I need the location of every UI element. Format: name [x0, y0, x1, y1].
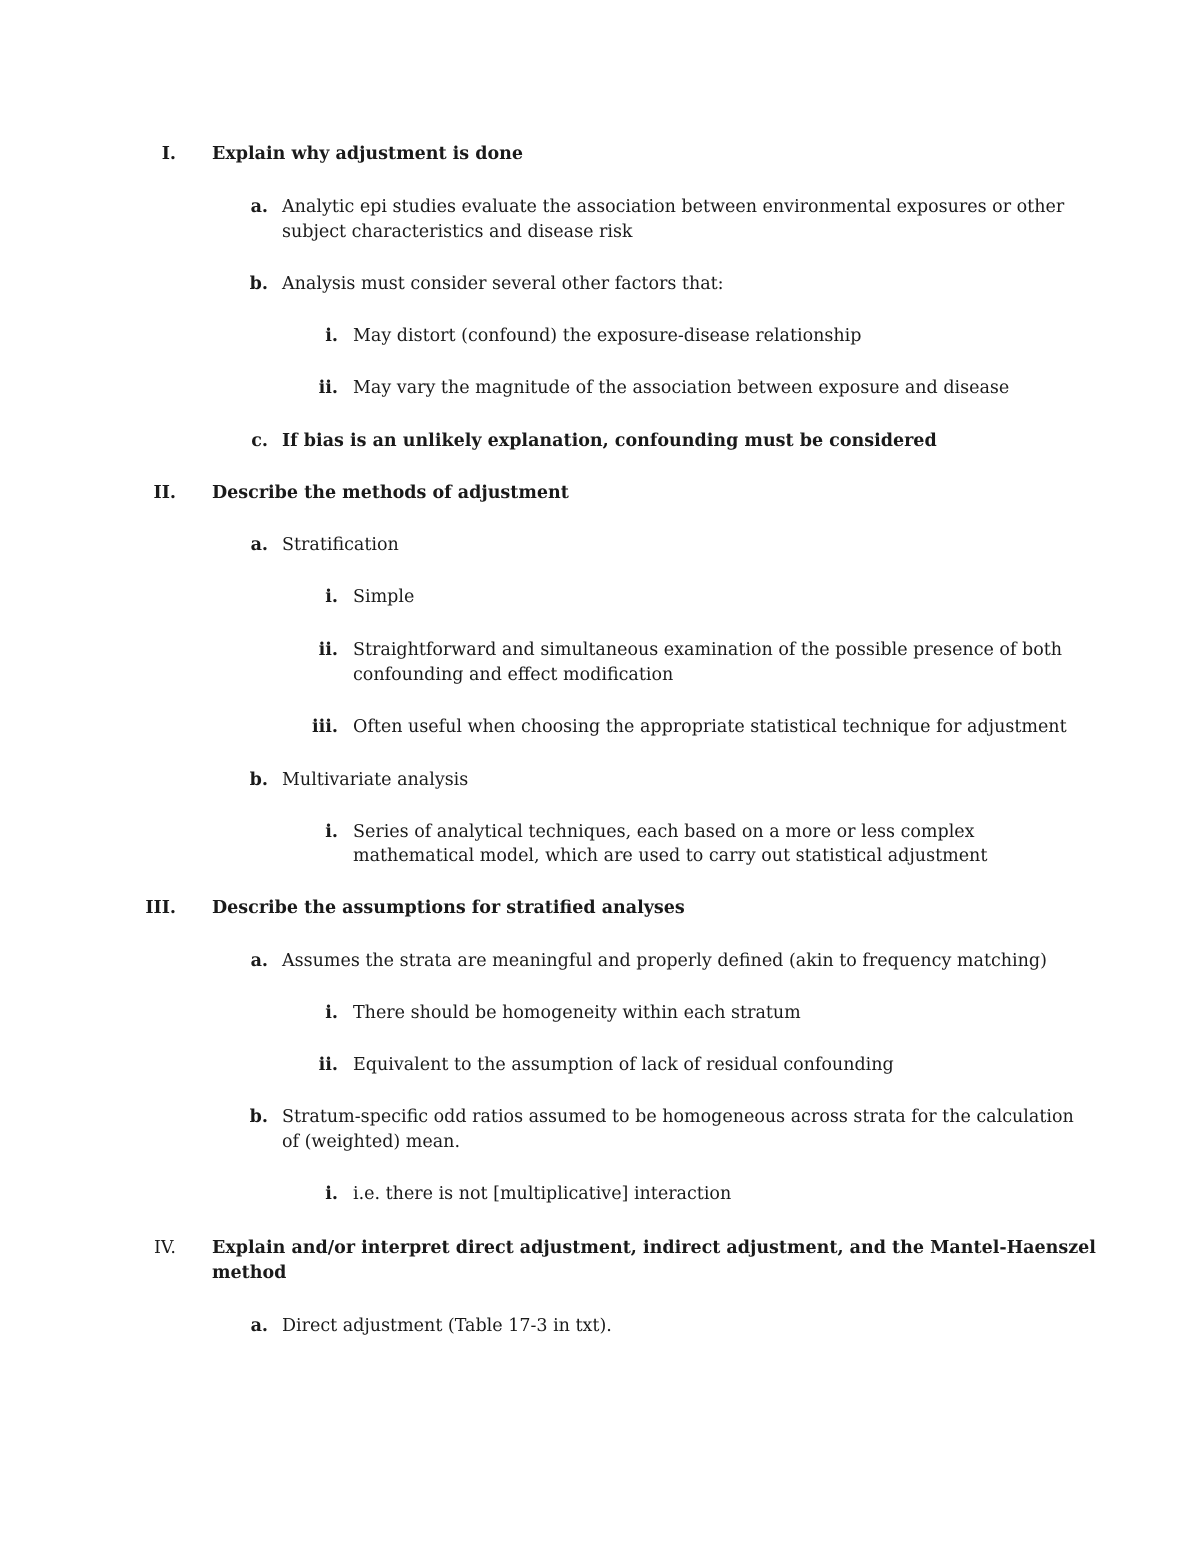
subitem-number: ii. [318, 1055, 338, 1075]
subitem-text: confounding and effect modification [353, 665, 674, 685]
section-number: II. [153, 483, 176, 503]
item-text: Analytic epi studies evaluate the association between environmental exposures or other [282, 197, 1065, 217]
item-text: Multivariate analysis [282, 770, 469, 790]
subitem-number: iii. [311, 717, 338, 737]
subitem-text: mathematical model, which are used to carry out statistical adjustment [353, 846, 988, 866]
subitem-number: i. [325, 326, 338, 346]
section-number: I. [161, 144, 176, 164]
item-text: subject characteristics and disease risk [282, 222, 633, 242]
section-number: IV. [153, 1238, 176, 1258]
section-heading: method [212, 1263, 287, 1283]
section-heading: Explain why adjustment is done [212, 144, 523, 164]
item-letter: c. [251, 431, 268, 451]
item-text: Stratum-specific odd ratios assumed to be homogeneous across strata for the calculation [282, 1107, 1074, 1127]
subitem-text: i.e. there is not [multiplicative] interaction [353, 1184, 732, 1204]
subitem-text: Series of analytical techniques, each based on a more or less complex [353, 822, 975, 842]
item-letter: b. [249, 770, 268, 790]
subitem-text: Equivalent to the assumption of lack of residual confounding [353, 1055, 894, 1075]
subitem-number: i. [325, 1184, 338, 1204]
item-letter: a. [250, 197, 268, 217]
item-letter: b. [249, 1107, 268, 1127]
subitem-text: Simple [353, 587, 415, 607]
section-heading: Describe the assumptions for stratified analyses [212, 898, 685, 918]
subitem-number: ii. [318, 640, 338, 660]
item-text: Assumes the strata are meaningful and properly defined (akin to frequency matching) [282, 951, 1047, 971]
item-text: of (weighted) mean. [282, 1132, 461, 1152]
section-heading: Describe the methods of adjustment [212, 483, 569, 503]
subitem-text: May distort (confound) the exposure-disease relationship [353, 326, 862, 346]
subitem-text: There should be homogeneity within each stratum [353, 1003, 801, 1023]
item-text: Stratification [282, 535, 399, 555]
section-heading: Explain and/or interpret direct adjustment, indirect adjustment, and the Mantel-Haenszel [212, 1238, 1096, 1258]
subitem-text: Often useful when choosing the appropriate statistical technique for adjustment [353, 717, 1067, 737]
subitem-text: Straightforward and simultaneous examination of the possible presence of both [353, 640, 1063, 660]
subitem-number: i. [325, 822, 338, 842]
subitem-number: ii. [318, 378, 338, 398]
section-number: III. [145, 898, 176, 918]
item-letter: a. [250, 1316, 268, 1336]
item-letter: a. [250, 535, 268, 555]
subitem-number: i. [325, 1003, 338, 1023]
subitem-number: i. [325, 587, 338, 607]
item-text: Analysis must consider several other factors that: [282, 274, 724, 294]
item-text: Direct adjustment (Table 17-3 in txt). [282, 1316, 612, 1336]
item-letter: a. [250, 951, 268, 971]
item-text: If bias is an unlikely explanation, confounding must be considered [282, 431, 937, 451]
subitem-text: May vary the magnitude of the association between exposure and disease [353, 378, 1010, 398]
item-letter: b. [249, 274, 268, 294]
